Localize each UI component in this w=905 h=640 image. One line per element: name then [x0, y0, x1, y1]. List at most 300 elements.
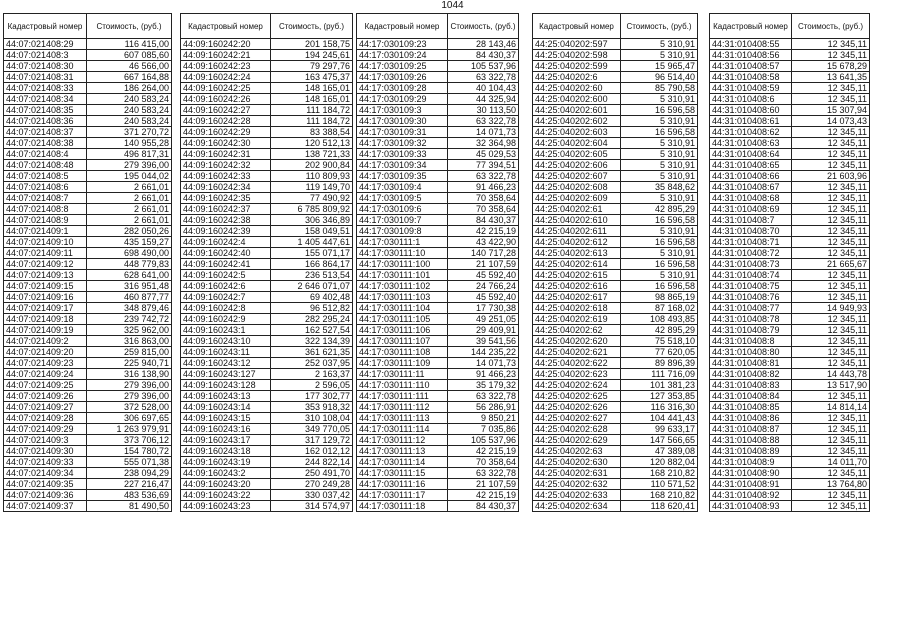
cost-cell: 148 165,01	[271, 83, 353, 94]
table-row	[710, 39, 870, 50]
cost-cell: 166 864,17	[271, 259, 353, 270]
cost-cell: 16 596,58	[621, 281, 698, 292]
cadastral-number-cell: 44:17:030111:18	[357, 501, 448, 512]
cadastral-number-cell: 44:31:010408:84	[710, 391, 792, 402]
cadastral-number-cell: 44:17:030111:12	[357, 435, 448, 446]
table-row	[4, 259, 172, 270]
cost-cell: 42 215,19	[448, 490, 519, 501]
cost-cell: 110 571,52	[621, 479, 698, 490]
table-row	[4, 435, 172, 446]
cadastral-table-1	[3, 13, 172, 512]
table-row	[710, 116, 870, 127]
table-row	[533, 413, 698, 424]
table-row	[533, 39, 698, 50]
table-row	[533, 50, 698, 61]
header-cost: Стоимость, (руб.)	[792, 14, 870, 39]
table-row	[533, 369, 698, 380]
cadastral-number-cell: 44:17:030109:34	[357, 160, 448, 171]
cost-cell: 168 210,82	[621, 490, 698, 501]
table-row	[710, 369, 870, 380]
cost-cell: 96 512,82	[271, 303, 353, 314]
cost-cell: 12 345,11	[792, 127, 870, 138]
table-row	[4, 94, 172, 105]
cadastral-number-cell: 44:17:030111:16	[357, 479, 448, 490]
cost-cell: 12 345,11	[792, 292, 870, 303]
cost-cell: 227 216,47	[87, 479, 172, 490]
cadastral-number-cell: 44:31:010408:89	[710, 446, 792, 457]
table-row	[710, 457, 870, 468]
cadastral-number-cell: 44:31:010408:66	[710, 171, 792, 182]
table-row	[533, 380, 698, 391]
table-row	[533, 259, 698, 270]
cost-cell: 49 251,05	[448, 314, 519, 325]
cost-cell: 349 770,05	[271, 424, 353, 435]
cadastral-number-cell: 44:09:160242:29	[181, 127, 271, 138]
cadastral-number-cell: 44:31:010408:72	[710, 248, 792, 259]
page-number: 1044	[441, 0, 464, 11]
table-row	[533, 61, 698, 72]
table-row	[357, 369, 519, 380]
cost-cell: 35 179,32	[448, 380, 519, 391]
table-row	[710, 314, 870, 325]
table-row	[710, 160, 870, 171]
cadastral-number-cell: 44:25:040202:602	[533, 116, 621, 127]
table-row	[710, 446, 870, 457]
table-row	[357, 457, 519, 468]
cadastral-number-cell: 44:31:010408:67	[710, 182, 792, 193]
table-row	[181, 424, 353, 435]
cost-cell: 316 951,48	[87, 281, 172, 292]
cost-cell: 163 475,37	[271, 72, 353, 83]
cadastral-number-cell: 44:31:010408:79	[710, 325, 792, 336]
table-row	[181, 380, 353, 391]
cadastral-number-cell: 44:17:030111:100	[357, 259, 448, 270]
cost-cell: 12 345,11	[792, 336, 870, 347]
cadastral-number-cell: 44:25:040202:603	[533, 127, 621, 138]
header-cost: Стоимость, (руб.)	[87, 14, 172, 39]
table-row	[4, 171, 172, 182]
cost-cell: 12 345,11	[792, 160, 870, 171]
table-row	[710, 391, 870, 402]
cost-cell: 496 817,31	[87, 149, 172, 160]
table-row	[357, 479, 519, 490]
cadastral-number-cell: 44:07:021408:4	[4, 149, 87, 160]
cost-cell: 348 879,46	[87, 303, 172, 314]
table-row	[357, 171, 519, 182]
cadastral-number-cell: 44:09:160242:41	[181, 259, 271, 270]
table-row	[533, 226, 698, 237]
cost-cell: 21 665,67	[792, 259, 870, 270]
table-row	[357, 105, 519, 116]
table-row	[181, 72, 353, 83]
cost-cell: 2 596,05	[271, 380, 353, 391]
cost-cell: 12 345,11	[792, 501, 870, 512]
cost-cell: 448 779,83	[87, 259, 172, 270]
cadastral-number-cell: 44:09:160242:7	[181, 292, 271, 303]
cost-cell: 5 310,91	[621, 171, 698, 182]
cadastral-number-cell: 44:25:040202:616	[533, 281, 621, 292]
cadastral-number-cell: 44:07:021409:19	[4, 325, 87, 336]
cost-cell: 12 345,11	[792, 358, 870, 369]
table-row	[533, 501, 698, 512]
cost-cell: 43 422,90	[448, 237, 519, 248]
cost-cell: 45 029,53	[448, 149, 519, 160]
table-row	[710, 72, 870, 83]
cost-cell: 14 011,70	[792, 457, 870, 468]
cadastral-number-cell: 44:09:160243:23	[181, 501, 271, 512]
cost-cell: 99 633,17	[621, 424, 698, 435]
cadastral-number-cell: 44:07:021409:24	[4, 369, 87, 380]
cost-cell: 12 345,11	[792, 424, 870, 435]
cost-cell: 12 345,11	[792, 314, 870, 325]
header-cost: Стоимость, (руб.)	[448, 14, 519, 39]
cadastral-number-cell: 44:09:160242:26	[181, 94, 271, 105]
table-row	[181, 39, 353, 50]
table-row	[181, 468, 353, 479]
cost-cell: 89 896,39	[621, 358, 698, 369]
cadastral-number-cell: 44:31:010408:82	[710, 369, 792, 380]
cadastral-number-cell: 44:07:021408:6	[4, 182, 87, 193]
table-row	[4, 391, 172, 402]
cost-cell: 162 012,12	[271, 446, 353, 457]
table-row	[533, 72, 698, 83]
cost-cell: 2 661,01	[87, 182, 172, 193]
table-row	[4, 50, 172, 61]
cadastral-number-cell: 44:09:160243:13	[181, 391, 271, 402]
cadastral-number-cell: 44:31:010408:83	[710, 380, 792, 391]
cost-cell: 361 621,35	[271, 347, 353, 358]
table-row	[533, 446, 698, 457]
cadastral-number-cell: 44:07:021409:25	[4, 380, 87, 391]
cost-cell: 279 396,00	[87, 391, 172, 402]
table-row	[710, 468, 870, 479]
cost-cell: 21 107,59	[448, 479, 519, 490]
cadastral-number-cell: 44:31:010408:91	[710, 479, 792, 490]
cost-cell: 373 706,12	[87, 435, 172, 446]
table-row	[181, 358, 353, 369]
cost-cell: 7 035,86	[448, 424, 519, 435]
table-row	[357, 358, 519, 369]
cadastral-number-cell: 44:25:040202:615	[533, 270, 621, 281]
cost-cell: 607 085,60	[87, 50, 172, 61]
table-row	[357, 215, 519, 226]
table-row	[710, 413, 870, 424]
cadastral-number-cell: 44:17:030111:105	[357, 314, 448, 325]
cadastral-number-cell: 44:09:160242:4	[181, 237, 271, 248]
cadastral-number-cell: 44:07:021408:31	[4, 72, 87, 83]
table-row	[710, 215, 870, 226]
cost-cell: 310 108,04	[271, 413, 353, 424]
cost-cell: 63 322,78	[448, 72, 519, 83]
cadastral-number-cell: 44:25:040202:618	[533, 303, 621, 314]
table-row	[357, 61, 519, 72]
cadastral-number-cell: 44:25:040202:623	[533, 369, 621, 380]
cadastral-number-cell: 44:25:040202:613	[533, 248, 621, 259]
cadastral-number-cell: 44:31:010408:87	[710, 424, 792, 435]
cost-cell: 186 264,00	[87, 83, 172, 94]
table-row	[533, 237, 698, 248]
table-row	[181, 237, 353, 248]
header-cadastral-number: Кадастровый номер	[181, 14, 271, 39]
cadastral-number-cell: 44:09:160242:21	[181, 50, 271, 61]
cadastral-number-cell: 44:07:021409:16	[4, 292, 87, 303]
cost-cell: 279 396,00	[87, 160, 172, 171]
cost-cell: 667 164,88	[87, 72, 172, 83]
table-row	[357, 270, 519, 281]
table-row	[4, 380, 172, 391]
cadastral-number-cell: 44:25:040202:630	[533, 457, 621, 468]
table-row	[533, 215, 698, 226]
cost-cell: 14 949,93	[792, 303, 870, 314]
cost-cell: 628 641,00	[87, 270, 172, 281]
cadastral-number-cell: 44:07:021408:7	[4, 193, 87, 204]
cadastral-number-cell: 44:31:010408:85	[710, 402, 792, 413]
cadastral-number-cell: 44:31:010408:77	[710, 303, 792, 314]
cost-cell: 168 210,82	[621, 468, 698, 479]
cadastral-number-cell: 44:25:040202:599	[533, 61, 621, 72]
table-row	[357, 83, 519, 94]
cadastral-number-cell: 44:09:160242:8	[181, 303, 271, 314]
cost-cell: 104 441,43	[621, 413, 698, 424]
cost-cell: 16 596,58	[621, 215, 698, 226]
header-cadastral-number: Кадастровый номер	[357, 14, 448, 39]
cost-cell: 2 646 071,07	[271, 281, 353, 292]
cadastral-number-cell: 44:17:030111:112	[357, 402, 448, 413]
cost-cell: 236 513,54	[271, 270, 353, 281]
table-row	[181, 490, 353, 501]
cost-cell: 14 071,73	[448, 358, 519, 369]
cost-cell: 46 566,00	[87, 61, 172, 72]
cadastral-number-cell: 44:17:030111:107	[357, 336, 448, 347]
cost-cell: 12 345,11	[792, 435, 870, 446]
cost-cell: 2 661,01	[87, 215, 172, 226]
cadastral-number-cell: 44:25:040202:61	[533, 204, 621, 215]
cost-cell: 42 895,29	[621, 325, 698, 336]
cadastral-number-cell: 44:31:010408:56	[710, 50, 792, 61]
cadastral-number-cell: 44:25:040202:634	[533, 501, 621, 512]
cost-cell: 42 215,19	[448, 226, 519, 237]
cost-cell: 12 345,11	[792, 325, 870, 336]
table-row	[710, 490, 870, 501]
cadastral-number-cell: 44:25:040202:621	[533, 347, 621, 358]
table-row	[4, 501, 172, 512]
table-row	[533, 160, 698, 171]
cadastral-number-cell: 44:07:021409:18	[4, 314, 87, 325]
cost-cell: 70 358,64	[448, 193, 519, 204]
cost-cell: 120 882,04	[621, 457, 698, 468]
cost-cell: 5 310,91	[621, 226, 698, 237]
table-row	[181, 281, 353, 292]
cost-cell: 12 345,11	[792, 94, 870, 105]
cost-cell: 5 310,91	[621, 138, 698, 149]
cadastral-number-cell: 44:07:021408:38	[4, 138, 87, 149]
table-row	[181, 182, 353, 193]
cadastral-number-cell: 44:31:010408:59	[710, 83, 792, 94]
cost-cell: 101 381,23	[621, 380, 698, 391]
cost-cell: 154 780,72	[87, 446, 172, 457]
table-row	[181, 413, 353, 424]
table-row	[357, 182, 519, 193]
cadastral-number-cell: 44:25:040202:624	[533, 380, 621, 391]
cost-cell: 16 596,58	[621, 105, 698, 116]
cost-cell: 70 358,64	[448, 204, 519, 215]
cadastral-number-cell: 44:25:040202:607	[533, 171, 621, 182]
cadastral-number-cell: 44:31:010408:80	[710, 347, 792, 358]
cost-cell: 371 270,72	[87, 127, 172, 138]
cost-cell: 2 661,01	[87, 193, 172, 204]
cadastral-number-cell: 44:31:010408:57	[710, 61, 792, 72]
cost-cell: 105 537,96	[448, 61, 519, 72]
cost-cell: 147 566,65	[621, 435, 698, 446]
table-row	[357, 193, 519, 204]
cost-cell: 5 310,91	[621, 149, 698, 160]
cost-cell: 63 322,78	[448, 171, 519, 182]
table-row	[181, 270, 353, 281]
table-row	[710, 501, 870, 512]
table-row	[533, 325, 698, 336]
cost-cell: 45 592,40	[448, 270, 519, 281]
cadastral-number-cell: 44:31:010408:88	[710, 435, 792, 446]
cadastral-table-4	[532, 13, 698, 512]
table-row	[533, 83, 698, 94]
cost-cell: 14 071,73	[448, 127, 519, 138]
cost-cell: 1 263 979,91	[87, 424, 172, 435]
table-row	[710, 248, 870, 259]
cadastral-number-cell: 44:25:040202:600	[533, 94, 621, 105]
cost-cell: 63 322,78	[448, 468, 519, 479]
table-row	[4, 83, 172, 94]
cadastral-number-cell: 44:17:030111:13	[357, 446, 448, 457]
cadastral-number-cell: 44:25:040202:6	[533, 72, 621, 83]
table-row	[357, 325, 519, 336]
cost-cell: 270 249,28	[271, 479, 353, 490]
cadastral-number-cell: 44:25:040202:610	[533, 215, 621, 226]
table-row	[181, 193, 353, 204]
cadastral-number-cell: 44:31:010408:86	[710, 413, 792, 424]
cadastral-number-cell: 44:09:160242:24	[181, 72, 271, 83]
header-cost: Стоимость, (руб.)	[621, 14, 698, 39]
cadastral-number-cell: 44:17:030111:15	[357, 468, 448, 479]
cost-cell: 32 364,98	[448, 138, 519, 149]
table-row	[710, 424, 870, 435]
cost-cell: 13 764,80	[792, 479, 870, 490]
table-row	[4, 72, 172, 83]
cost-cell: 12 345,11	[792, 215, 870, 226]
table-row	[181, 138, 353, 149]
table-row	[4, 138, 172, 149]
table-row	[181, 171, 353, 182]
cost-cell: 314 574,97	[271, 501, 353, 512]
cadastral-number-cell: 44:09:160242:31	[181, 149, 271, 160]
table-row	[710, 61, 870, 72]
cost-cell: 240 583,24	[87, 116, 172, 127]
cost-cell: 12 345,11	[792, 182, 870, 193]
table-row	[4, 303, 172, 314]
cadastral-number-cell: 44:25:040202:632	[533, 479, 621, 490]
cost-cell: 77 620,05	[621, 347, 698, 358]
cadastral-number-cell: 44:07:021409:30	[4, 446, 87, 457]
cadastral-number-cell: 44:07:021409:33	[4, 457, 87, 468]
cadastral-number-cell: 44:25:040202:609	[533, 193, 621, 204]
cost-cell: 30 113,50	[448, 105, 519, 116]
cadastral-number-cell: 44:25:040202:608	[533, 182, 621, 193]
header-cadastral-number: Кадастровый номер	[4, 14, 87, 39]
cadastral-number-cell: 44:17:030111:113	[357, 413, 448, 424]
cadastral-number-cell: 44:25:040202:611	[533, 226, 621, 237]
table-row	[357, 435, 519, 446]
cost-cell: 144 235,22	[448, 347, 519, 358]
cost-cell: 40 104,43	[448, 83, 519, 94]
table-row	[4, 292, 172, 303]
cost-cell: 14 443,78	[792, 369, 870, 380]
cost-cell: 12 345,11	[792, 226, 870, 237]
cadastral-number-cell: 44:17:030111:106	[357, 325, 448, 336]
cadastral-table-2	[180, 13, 353, 512]
cost-cell: 202 900,84	[271, 160, 353, 171]
cost-cell: 77 394,51	[448, 160, 519, 171]
cost-cell: 45 592,40	[448, 292, 519, 303]
table-row	[181, 446, 353, 457]
cadastral-number-cell: 44:09:160242:5	[181, 270, 271, 281]
table-row	[181, 325, 353, 336]
table-row	[533, 424, 698, 435]
cost-cell: 12 345,11	[792, 149, 870, 160]
cost-cell: 138 721,33	[271, 149, 353, 160]
cadastral-number-cell: 44:09:160243:2	[181, 468, 271, 479]
table-row	[4, 479, 172, 490]
table-row	[357, 402, 519, 413]
cadastral-number-cell: 44:09:160243:22	[181, 490, 271, 501]
cadastral-number-cell: 44:17:030109:25	[357, 61, 448, 72]
cadastral-number-cell: 44:17:030111:14	[357, 457, 448, 468]
cadastral-number-cell: 44:31:010408:63	[710, 138, 792, 149]
cost-cell: 116 415,00	[87, 39, 172, 50]
table-row	[357, 160, 519, 171]
cost-cell: 105 537,96	[448, 435, 519, 446]
cost-cell: 12 345,11	[792, 413, 870, 424]
cadastral-number-cell: 44:09:160243:10	[181, 336, 271, 347]
cadastral-number-cell: 44:07:021408:37	[4, 127, 87, 138]
cost-cell: 5 310,91	[621, 50, 698, 61]
table-row	[710, 435, 870, 446]
cadastral-number-cell: 44:07:021409:29	[4, 424, 87, 435]
cadastral-number-cell: 44:07:021408:29	[4, 39, 87, 50]
cadastral-number-cell: 44:25:040202:627	[533, 413, 621, 424]
cost-cell: 12 345,11	[792, 446, 870, 457]
cadastral-number-cell: 44:25:040202:625	[533, 391, 621, 402]
cost-cell: 372 528,00	[87, 402, 172, 413]
cadastral-number-cell: 44:07:021408:33	[4, 83, 87, 94]
table-row	[533, 281, 698, 292]
table-row	[181, 61, 353, 72]
cost-cell: 12 345,11	[792, 50, 870, 61]
cadastral-number-cell: 44:07:021409:26	[4, 391, 87, 402]
cost-cell: 119 149,70	[271, 182, 353, 193]
table-row	[533, 105, 698, 116]
cost-cell: 12 345,11	[792, 270, 870, 281]
table-row	[181, 501, 353, 512]
cadastral-table-5	[709, 13, 870, 512]
cadastral-number-cell: 44:09:160242:32	[181, 160, 271, 171]
cadastral-number-cell: 44:09:160242:35	[181, 193, 271, 204]
cost-cell: 91 466,23	[448, 369, 519, 380]
table-row	[357, 303, 519, 314]
table-row	[4, 248, 172, 259]
table-row	[710, 237, 870, 248]
table-row	[357, 50, 519, 61]
header-cost: Стоимость, (руб.)	[271, 14, 353, 39]
cost-cell: 238 094,29	[87, 468, 172, 479]
